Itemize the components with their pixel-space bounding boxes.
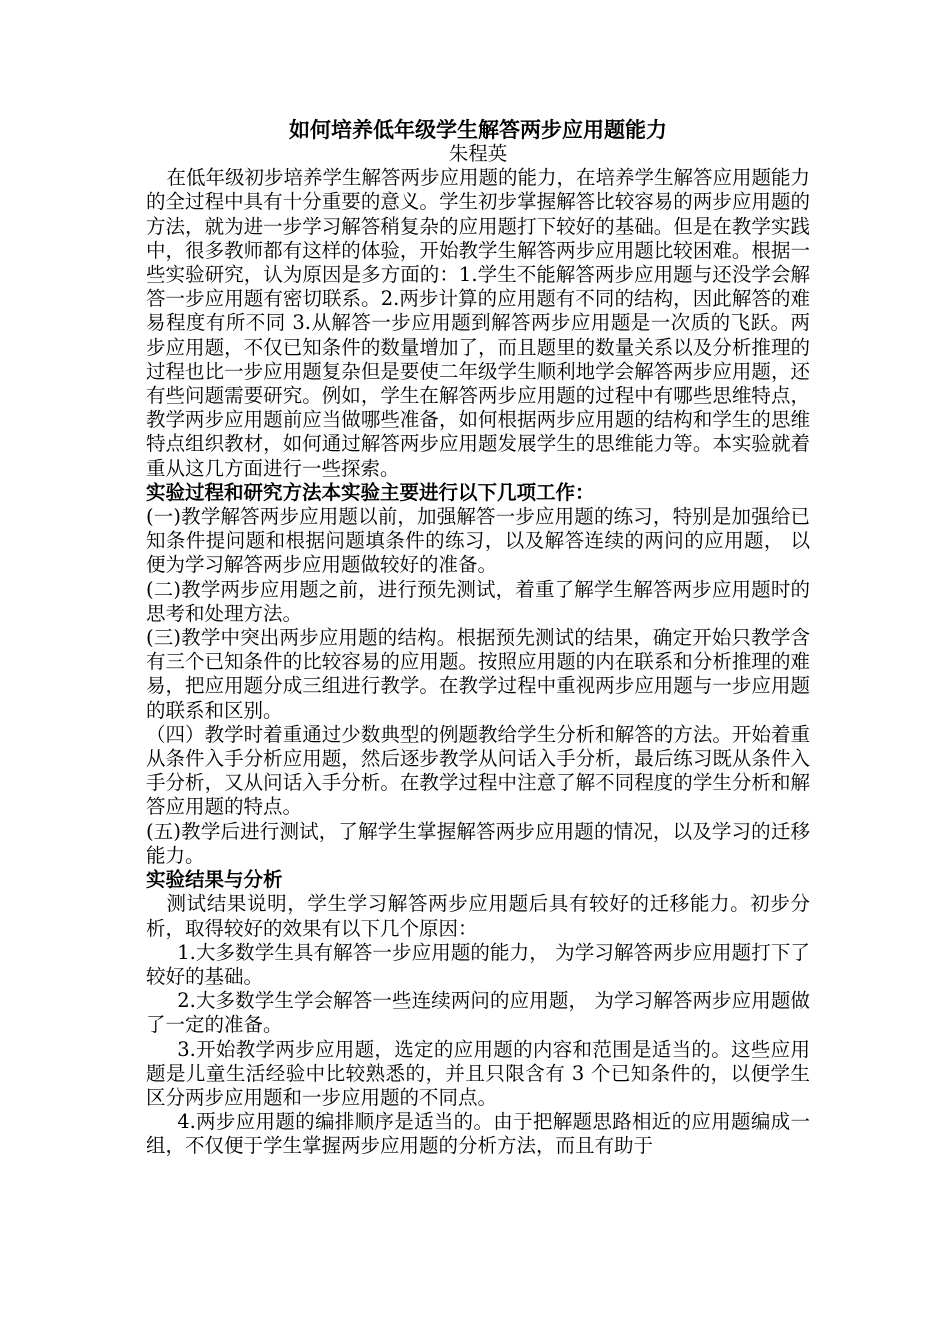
results-item-1: 1.大多数学生具有解答一步应用题的能力， 为学习解答两步应用题打下了较好的基础。 [146,940,810,988]
process-item-4: （四）教学时着重通过少数典型的例题教给学生分析和解答的方法。开始着重从条件入手分析应用题，然后逐步教学从问话入手分析，最后练习既从条件入手分析，又从问话入手分析。在教学过程中注意了解不同程度的学生分析和解答应用题的特点。 [146,722,810,819]
process-item-1: (一)教学解答两步应用题以前，加强解答一步应用题的练习，特别是加强给已知条件提问题和根据问题填条件的练习，以及解答连续的两问的应用题， 以便为学习解答两步应用题做较好的准备。 [146,505,810,577]
process-item-5: (五)教学后进行测试，了解学生掌握解答两步应用题的情况，以及学习的迁移能力。 [146,819,810,867]
process-item-2: (二)教学两步应用题之前，进行预先测试，着重了解学生解答两步应用题时的思考和处理方法。 [146,577,810,625]
section-heading-process: 实验过程和研究方法本实验主要进行以下几项工作： [146,480,595,504]
intro-paragraph: 在低年级初步培养学生解答两步应用题的能力，在培养学生解答应用题能力的全过程中具有十分重要的意义。学生初步掌握解答比较容易的两步应用题的方法，就为进一步学习解答稍复杂的应用题打下较好的基础。但是在教学实践中，很多教师都有这样的体验，开始教学生解答两步应用题比较困难。根据一些实验研究，认为原因是多方面的：1.学生不能解答两步应用题与还没学会解答一步应用题有密切联系。2.两步计算的应用题有不同的结构，因此解答的难易程度有所不同 3.从解答一步应用题到解答两步应用题是一次质的飞跃。两步应用题，不仅已知条件的数量增加了，而且题里的数量关系以及分析推理的过程也比一步应用题复杂但是要使二年级学生顺利地学会解答两步应用题，还有些问题需要研究。例如，学生在解答两步应用题的过程中有哪些思维特点，教学两步应用题前应当做哪些准备，如何根据两步应用题的结构和学生的思维特点组织教材，如何通过解答两步应用题发展学生的思维能力等。本实验就着重从这几方面进行一些探索。 [146,166,810,480]
results-intro-paragraph: 测试结果说明，学生学习解答两步应用题后具有较好的迁移能力。初步分析，取得较好的效果有以下几个原因： [146,892,810,940]
author-name: 朱程英 [448,142,508,165]
process-item-3: (三)教学中突出两步应用题的结构。根据预先测试的结果，确定开始只教学含有三个已知条件的比较容易的应用题。按照应用题的内在联系和分析推理的难易，把应用题分成三组进行教学。在教学过程中重视两步应用题与一步应用题的联系和区别。 [146,626,810,722]
results-item-2: 2.大多数学生学会解答一些连续两问的应用题， 为学习解答两步应用题做了一定的准备。 [146,989,810,1037]
document-title: 如何培养低年级学生解答两步应用题能力 [289,117,667,142]
results-item-4: 4.两步应用题的编排顺序是适当的。由于把解题思路相近的应用题编成一组，不仅便于学生掌握两步应用题的分析方法，而且有助于 [146,1110,810,1158]
results-item-3: 3.开始教学两步应用题，选定的应用题的内容和范围是适当的。这些应用题是儿童生活经验中比较熟悉的，并且只限含有 3 个已知条件的，以便学生区分两步应用题和一步应用题的不同点。 [146,1037,810,1109]
section-heading-results: 实验结果与分析 [146,868,283,892]
document-page [146,118,810,1159]
